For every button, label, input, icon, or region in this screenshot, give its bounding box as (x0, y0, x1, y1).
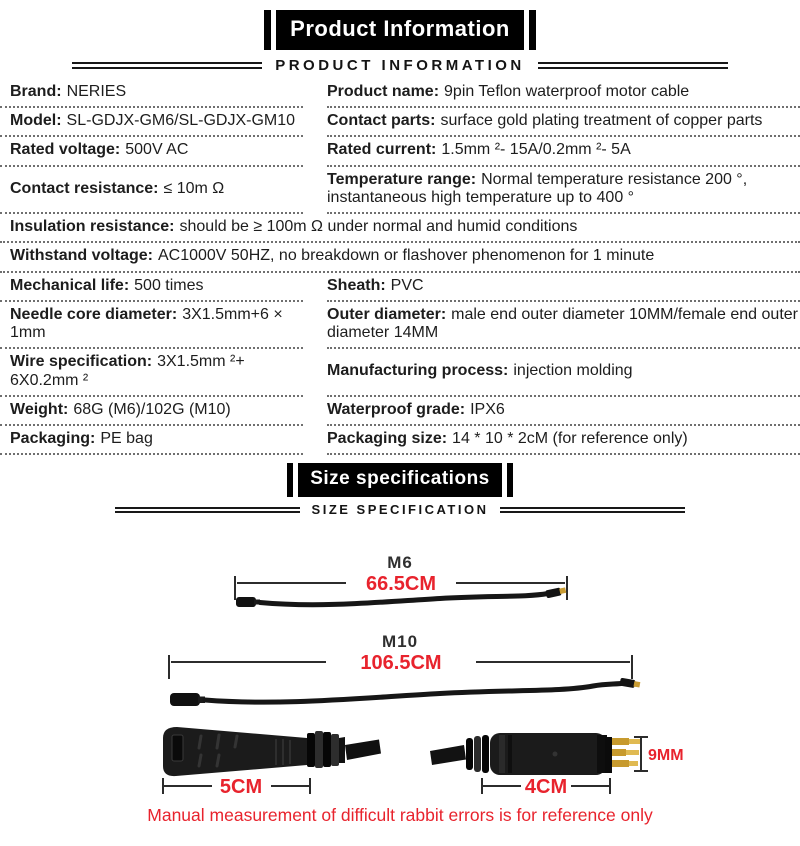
spec-brand: Brand: NERIES (0, 79, 303, 108)
decor-double-line-left (72, 62, 262, 69)
male-connector-dimension (482, 776, 610, 798)
female-connector-length-label: 5CM (219, 776, 263, 799)
spec-outer-diameter: Outer diameter: male end outer diameter 10MM/female end outer diameter 14MM (327, 302, 800, 349)
pin-height-label: 9MM (648, 747, 684, 765)
title-row (287, 463, 513, 497)
decor-double-line-right (538, 62, 728, 69)
m10-cable-diagram (130, 631, 700, 719)
spec-contact-parts: Contact parts: surface gold plating treatment of copper parts (327, 108, 800, 137)
spec-packaging: Packaging: PE bag (0, 426, 303, 455)
decor-double-line-right (500, 507, 685, 513)
size-diagrams (0, 519, 800, 846)
spec-sheath: Sheath: PVC (327, 273, 800, 302)
m6-cable-diagram (150, 545, 680, 625)
spec-wire-specification: Wire specification: 3X1.5mm ²+ 6X0.2mm ² (0, 349, 303, 396)
title-accent-bar-right (529, 10, 536, 50)
spec-model: Model: SL-GDJX-GM6/SL-GDJX-GM10 (0, 108, 303, 137)
m6-length-label: 66.5CM (365, 573, 437, 596)
spec-manufacturing-process: Manufacturing process: injection molding (327, 349, 800, 396)
product-info-subtitle: PRODUCT INFORMATION (275, 57, 525, 74)
size-spec-title: Size specifications (298, 463, 502, 497)
male-connector-photo (430, 733, 640, 775)
spec-contact-resistance: Contact resistance: ≤ 10m Ω (0, 167, 303, 214)
spec-temperature-range: Temperature range: Normal temperature resistance 200 °, instantaneous high temperature up to 400 ° (327, 167, 800, 214)
decor-double-line-left (115, 507, 300, 513)
product-info-header (0, 0, 800, 74)
gold-pins (612, 738, 640, 767)
m6-label: M6 (387, 553, 413, 573)
spec-insulation-resistance: Insulation resistance: should be ≥ 100m Ω under normal and humid conditions (0, 214, 800, 243)
spec-withstand-voltage: Withstand voltage: AC1000V 50HZ, no breakdown or flashover phenomenon for 1 minute (0, 243, 800, 272)
spec-weight: Weight: 68G (M6)/102G (M10) (0, 397, 303, 426)
m10-cable-photo (170, 678, 641, 706)
female-connector-dimension (163, 776, 310, 798)
size-spec-header (0, 455, 800, 517)
title-row (264, 10, 536, 50)
subtitle-row (72, 57, 728, 74)
spec-rated-voltage: Rated voltage: 500V AC (0, 137, 303, 166)
connector-closeups (100, 713, 700, 805)
spec-rated-current: Rated current: 1.5mm ²- 15A/0.2mm ²- 5A (327, 137, 800, 166)
spec-packaging-size: Packaging size: 14 * 10 * 2cM (for reference only) (327, 426, 800, 455)
male-connector-length-label: 4CM (524, 776, 568, 799)
size-spec-subtitle: SIZE SPECIFICATION (311, 502, 489, 518)
female-connector-photo (163, 727, 381, 776)
spec-needle-core-diameter: Needle core diameter: 3X1.5mm+6 × 1mm (0, 302, 303, 349)
title-accent-bar-left (264, 10, 271, 50)
spec-product-name: Product name: 9pin Teflon waterproof motor cable (327, 79, 800, 108)
product-info-title: Product Information (276, 10, 524, 50)
spec-mechanical-life: Mechanical life: 500 times (0, 273, 303, 302)
m10-dimension-line (169, 652, 632, 679)
title-accent-bar-right (507, 463, 513, 497)
pin-height-dimension (634, 737, 684, 771)
disclaimer-note: Manual measurement of difficult rabbit errors is for reference only (147, 805, 653, 826)
m10-label: M10 (381, 632, 419, 652)
spec-waterproof-grade: Waterproof grade: IPX6 (327, 397, 800, 426)
m10-length-label: 106.5CM (360, 652, 442, 675)
spec-table (0, 79, 800, 455)
title-accent-bar-left (287, 463, 293, 497)
subtitle-row (115, 502, 686, 517)
